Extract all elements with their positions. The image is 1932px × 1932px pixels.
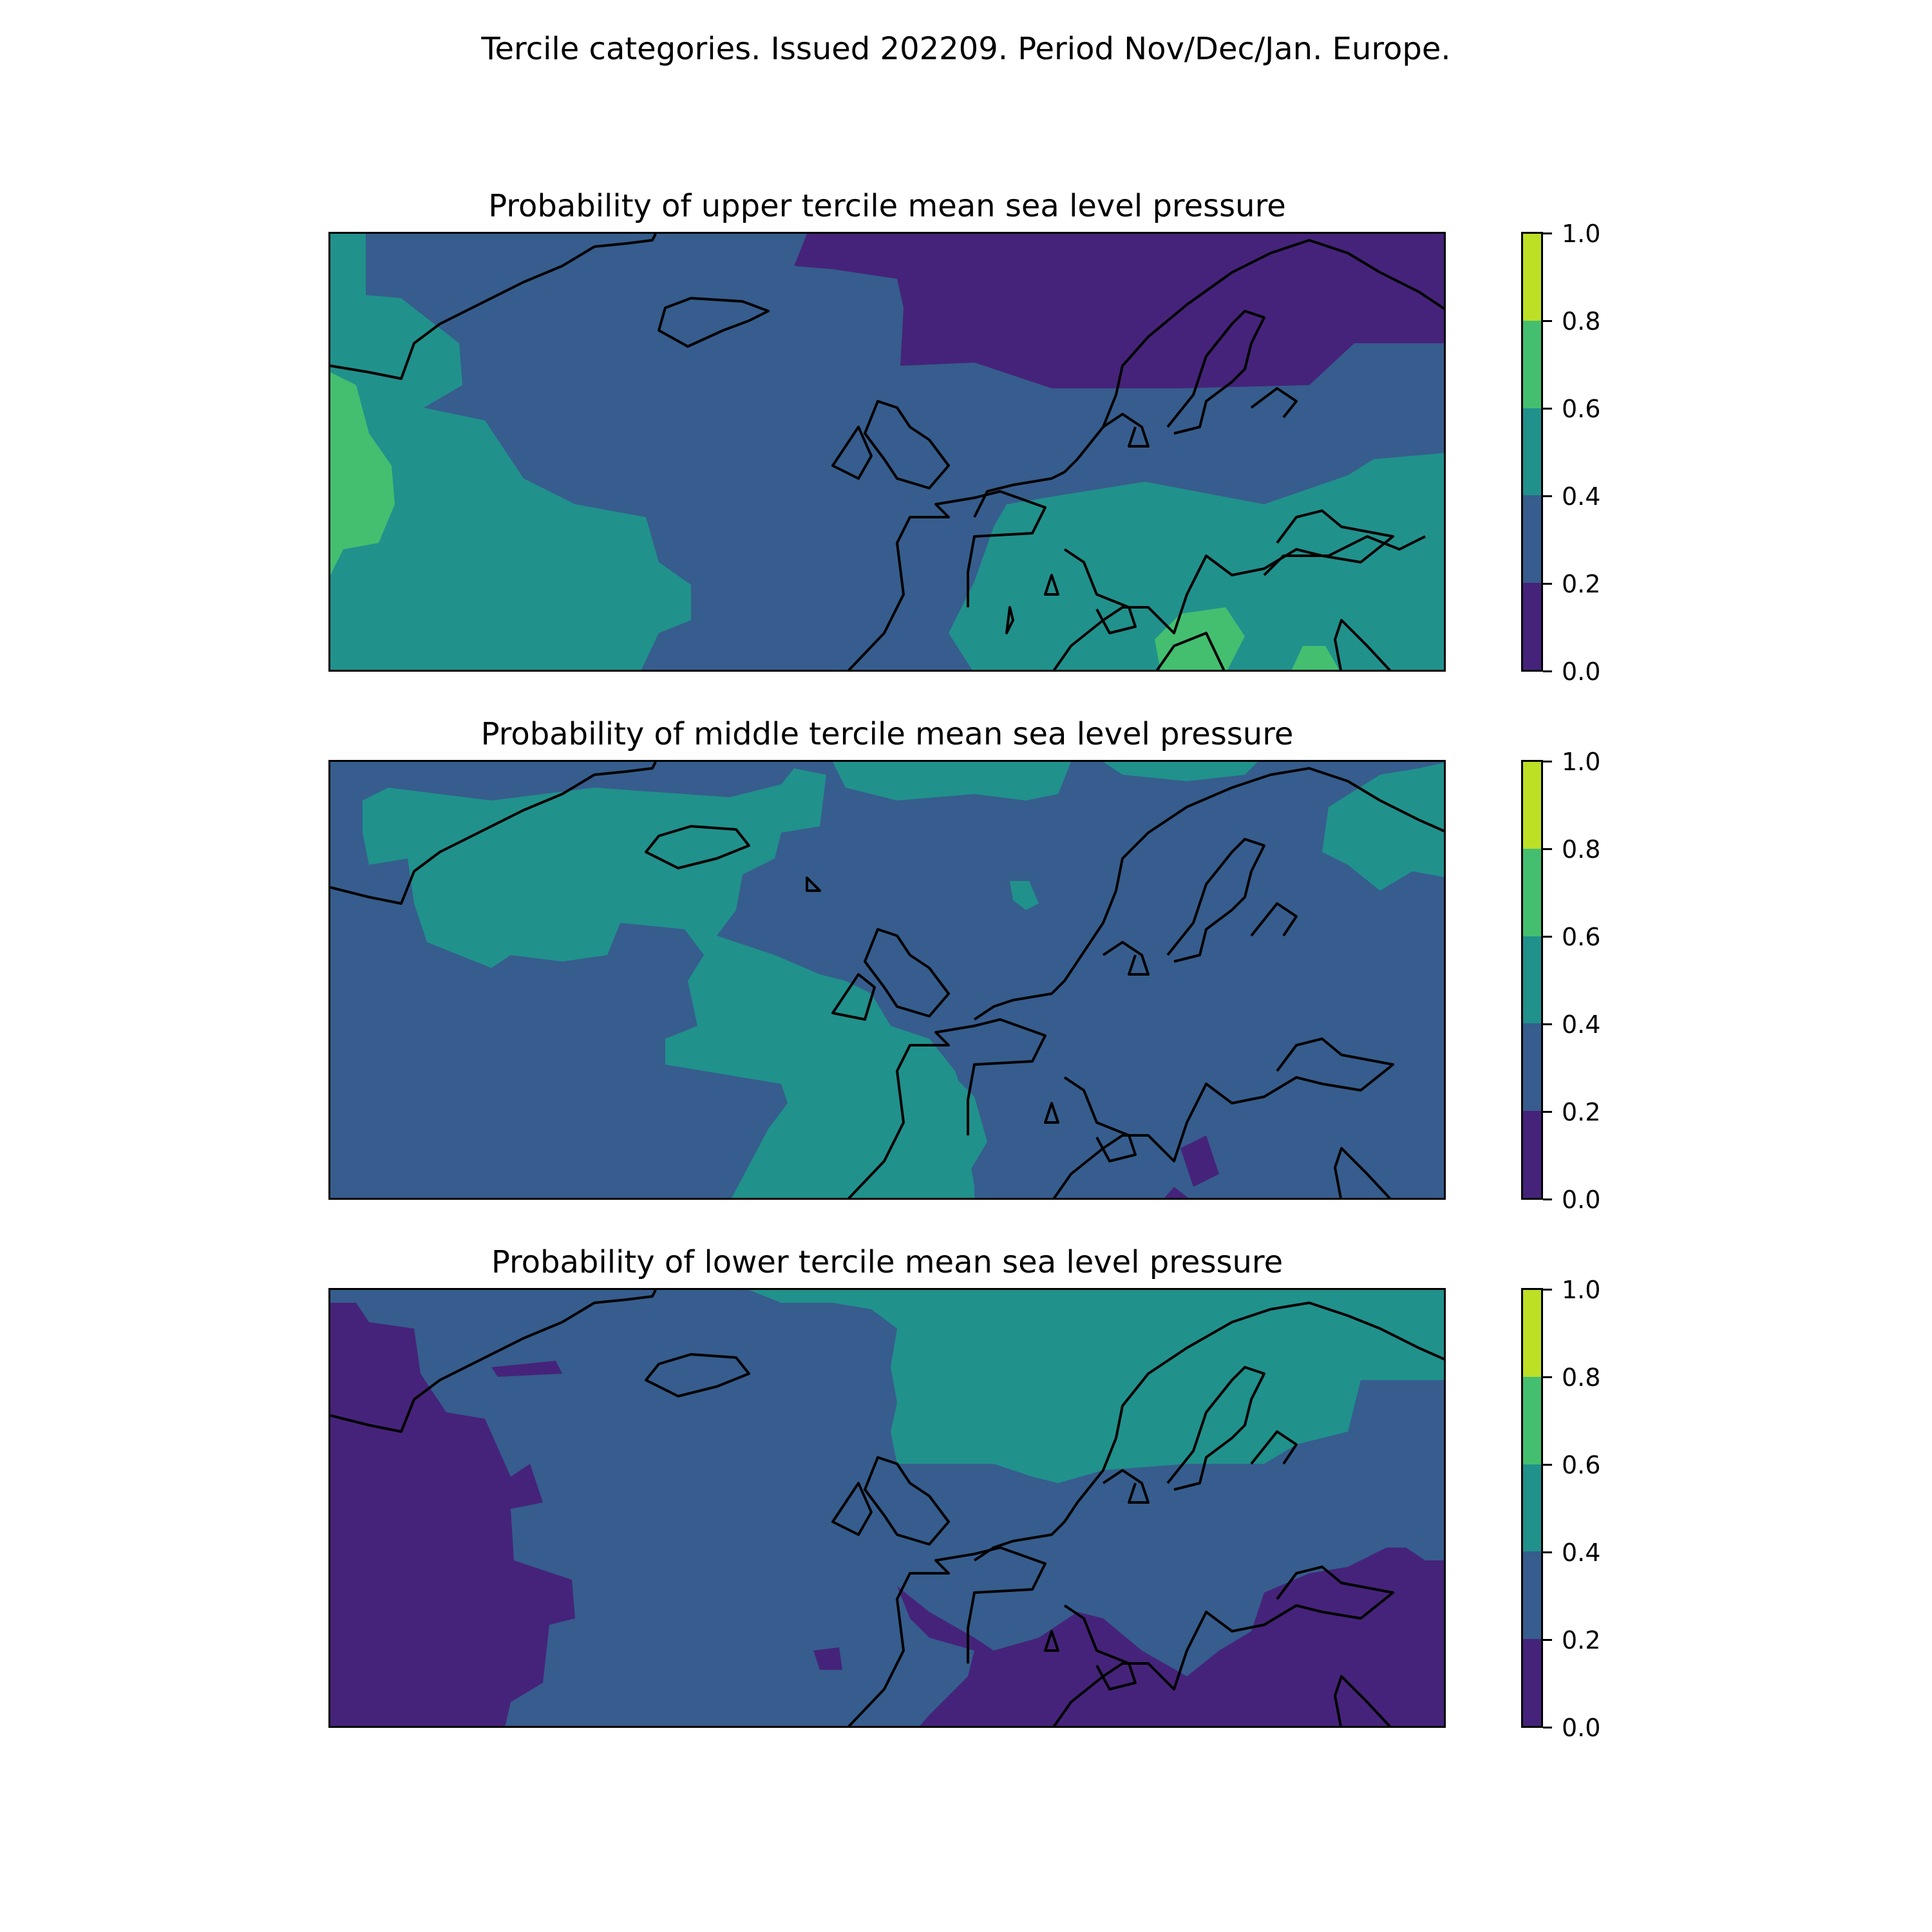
colorbar-label: 0.4 xyxy=(1562,1539,1601,1567)
colorbar-tick xyxy=(1543,761,1552,762)
colorbar-label: 0.4 xyxy=(1562,1010,1601,1039)
colorbar-tick xyxy=(1543,1376,1552,1378)
colorbar-tick xyxy=(1543,1111,1552,1113)
map-upper xyxy=(328,232,1446,672)
map-lower-canvas xyxy=(330,1290,1446,1728)
colorbar-tick xyxy=(1543,1464,1552,1466)
colorbar-label: 1.0 xyxy=(1562,1276,1601,1304)
panel-title-upper: Probability of upper tercile mean sea level pressure xyxy=(488,188,1286,224)
colorbar-bin xyxy=(1523,936,1541,1023)
colorbar-label: 0.2 xyxy=(1562,570,1601,598)
colorbar-middle xyxy=(1521,760,1543,1200)
colorbar-bin xyxy=(1523,495,1541,582)
colorbar-tick xyxy=(1543,670,1552,672)
map-middle xyxy=(328,760,1446,1200)
colorbar-label: 0.4 xyxy=(1562,482,1601,511)
colorbar-bin xyxy=(1523,1023,1541,1110)
colorbar-bin xyxy=(1523,408,1541,495)
colorbar-label: 0.8 xyxy=(1562,1363,1601,1392)
colorbar-label: 0.0 xyxy=(1562,1714,1601,1742)
colorbar-upper xyxy=(1521,232,1543,672)
colorbar-tick xyxy=(1543,232,1552,234)
colorbar-label: 0.6 xyxy=(1562,395,1601,423)
colorbar-bin xyxy=(1523,1111,1541,1198)
colorbar-tick xyxy=(1543,320,1552,322)
colorbar-bin xyxy=(1523,849,1541,936)
colorbar-label: 0.8 xyxy=(1562,307,1601,336)
colorbar-bin xyxy=(1523,1290,1541,1377)
colorbar-tick xyxy=(1543,1639,1552,1641)
colorbar-tick xyxy=(1543,408,1552,410)
colorbar-tick xyxy=(1543,1289,1552,1291)
colorbar-tick xyxy=(1543,1023,1552,1025)
colorbar-tick xyxy=(1543,495,1552,497)
colorbar-lower xyxy=(1521,1288,1543,1728)
colorbar-label: 0.0 xyxy=(1562,658,1601,686)
colorbar-bin xyxy=(1523,321,1541,408)
colorbar-label: 1.0 xyxy=(1562,748,1601,776)
colorbar-label: 0.2 xyxy=(1562,1098,1601,1126)
colorbar-tick xyxy=(1543,1727,1552,1728)
colorbar-bin xyxy=(1523,1551,1541,1638)
colorbar-label: 0.0 xyxy=(1562,1186,1601,1214)
colorbar-label: 0.8 xyxy=(1562,835,1601,864)
colorbar-tick xyxy=(1543,583,1552,585)
colorbar-bin xyxy=(1523,583,1541,670)
colorbar-bin xyxy=(1523,1377,1541,1464)
panel-title-middle: Probability of middle tercile mean sea level pressure xyxy=(480,716,1294,752)
colorbar-tick xyxy=(1543,848,1552,850)
colorbar-bin xyxy=(1523,234,1541,321)
colorbar-label: 0.6 xyxy=(1562,1451,1601,1479)
colorbar-label: 0.2 xyxy=(1562,1626,1601,1654)
map-middle-canvas xyxy=(330,762,1446,1200)
colorbar-label: 0.6 xyxy=(1562,923,1601,951)
colorbar-tick xyxy=(1543,1551,1552,1553)
panel-title-lower: Probability of lower tercile mean sea level pressure xyxy=(491,1244,1283,1280)
colorbar-bin xyxy=(1523,1464,1541,1551)
colorbar-tick xyxy=(1543,1198,1552,1200)
map-lower xyxy=(328,1288,1446,1728)
page-title: Tercile categories. Issued 202209. Period Nov/Dec/Jan. Europe. xyxy=(481,31,1451,67)
colorbar-bin xyxy=(1523,1639,1541,1726)
map-upper-canvas xyxy=(330,234,1446,672)
colorbar-tick xyxy=(1543,936,1552,938)
colorbar-label: 1.0 xyxy=(1562,220,1601,248)
colorbar-bin xyxy=(1523,762,1541,849)
